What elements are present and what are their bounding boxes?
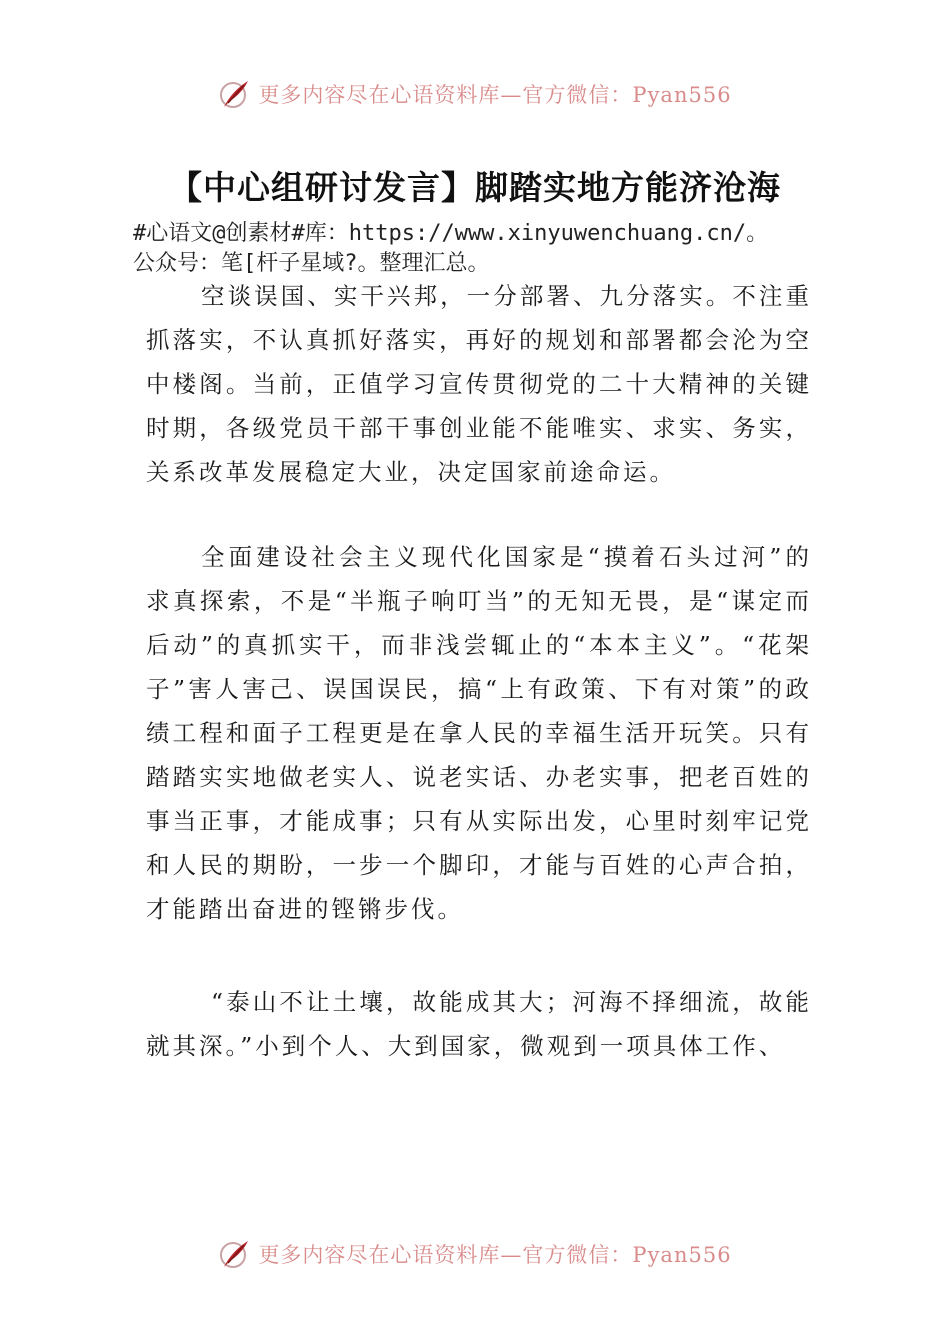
header-banner — [0, 74, 950, 114]
paragraph-3: “泰山不让土壤，故能成其大；河海不择细流，故能就其深。”小到个人、大到国家，微观到一项具体工作、 — [146, 988, 812, 1060]
quill-logo-icon — [218, 1237, 252, 1271]
document-title: 【中心组研讨发言】脚踏实地方能济沧海 — [169, 168, 781, 207]
quill-logo-icon — [218, 77, 252, 111]
source-line: #心语文@创素材#库：https://www.xinyuwenchuang.cn/。 — [133, 221, 769, 246]
header-banner-text: 更多内容尽在心语资料库—官方微信：Pyan556 — [258, 83, 732, 107]
footer-banner — [0, 1234, 950, 1274]
account-line: 公众号：笔[杆子星域?。整理汇总。 — [133, 251, 490, 276]
footer-banner-text: 更多内容尽在心语资料库—官方微信：Pyan556 — [258, 1243, 732, 1267]
paragraph-1: 空谈误国、实干兴邦，一分部署、九分落实。不注重抓落实，不认真抓好落实，再好的规划和部署都会沦为空中楼阁。当前，正值学习宣传贯彻党的二十大精神的关键时期，各级党员干部干事创业能不能唯实、求实、务实，关系改革发展稳定大业，决定国家前途命运。 — [146, 282, 812, 486]
paragraph-2: 全面建设社会主义现代化国家是“摸着石头过河”的求真探索，不是“半瓶子响叮当”的无知无畏，是“谋定而后动”的真抓实干，而非浅尝辄止的“本本主义”。“花架子”害人害己、误国误民，搞“上有政策、下有对策”的政绩工程和面子工程更是在拿人民的幸福生活开玩笑。只有踏踏实实地做老实人、说老实话、办老实事，把老百姓的事当正事，才能成事；只有从实际出发，心里时刻牢记党和人民的期盼，一步一个脚印，才能与百姓的心声合拍，才能踏出奋进的铿锵步伐。 — [146, 543, 812, 923]
